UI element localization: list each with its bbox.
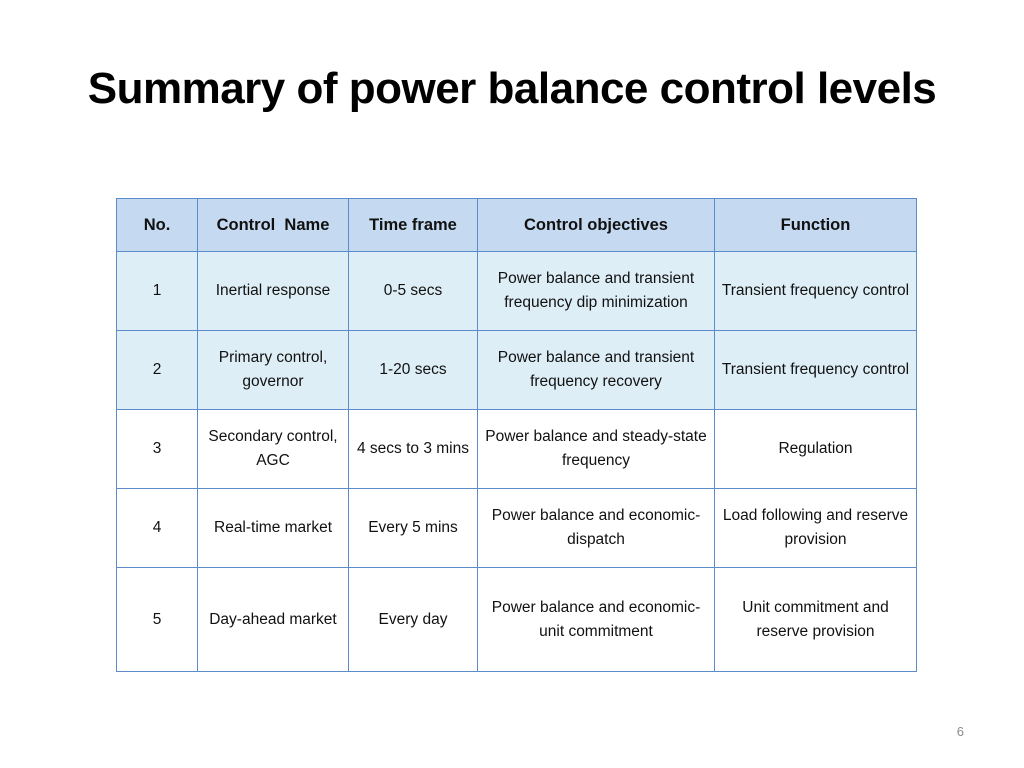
header-function: Function: [715, 199, 917, 252]
cell-time-frame: 0-5 secs: [349, 252, 478, 331]
cell-function: Transient frequency control: [715, 331, 917, 410]
header-control-objectives: Control objectives: [478, 199, 715, 252]
cell-control-objectives: Power balance and steady-state frequency: [478, 410, 715, 489]
cell-time-frame: 4 secs to 3 mins: [349, 410, 478, 489]
cell-control-name: Real-time market: [198, 489, 349, 568]
table-row: [117, 410, 917, 489]
cell-no: 1: [117, 252, 198, 331]
cell-no: 5: [117, 568, 198, 672]
table-row: [117, 489, 917, 568]
cell-no: 3: [117, 410, 198, 489]
cell-control-objectives: Power balance and transient frequency dip minimization: [478, 252, 715, 331]
cell-time-frame: 1-20 secs: [349, 331, 478, 410]
header-time-frame: Time frame: [349, 199, 478, 252]
cell-time-frame: Every 5 mins: [349, 489, 478, 568]
cell-control-objectives: Power balance and economic-dispatch: [478, 489, 715, 568]
table-row: [117, 252, 917, 331]
cell-no: 4: [117, 489, 198, 568]
table-header-row: [117, 199, 917, 252]
cell-function: Regulation: [715, 410, 917, 489]
control-levels-table: [116, 198, 917, 672]
cell-control-name: Secondary control, AGC: [198, 410, 349, 489]
cell-function: Load following and reserve provision: [715, 489, 917, 568]
cell-function: Unit commitment and reserve provision: [715, 568, 917, 672]
cell-control-objectives: Power balance and transient frequency recovery: [478, 331, 715, 410]
header-no: No.: [117, 199, 198, 252]
table-row: [117, 331, 917, 410]
cell-control-name: Inertial response: [198, 252, 349, 331]
table-row: [117, 568, 917, 672]
cell-control-name: Day-ahead market: [198, 568, 349, 672]
cell-control-objectives: Power balance and economic-unit commitment: [478, 568, 715, 672]
slide-title: Summary of power balance control levels: [87, 64, 937, 113]
header-control-name: Control Name: [198, 199, 349, 252]
cell-time-frame: Every day: [349, 568, 478, 672]
cell-function: Transient frequency control: [715, 252, 917, 331]
page-number: 6: [956, 724, 964, 739]
cell-control-name: Primary control, governor: [198, 331, 349, 410]
cell-no: 2: [117, 331, 198, 410]
